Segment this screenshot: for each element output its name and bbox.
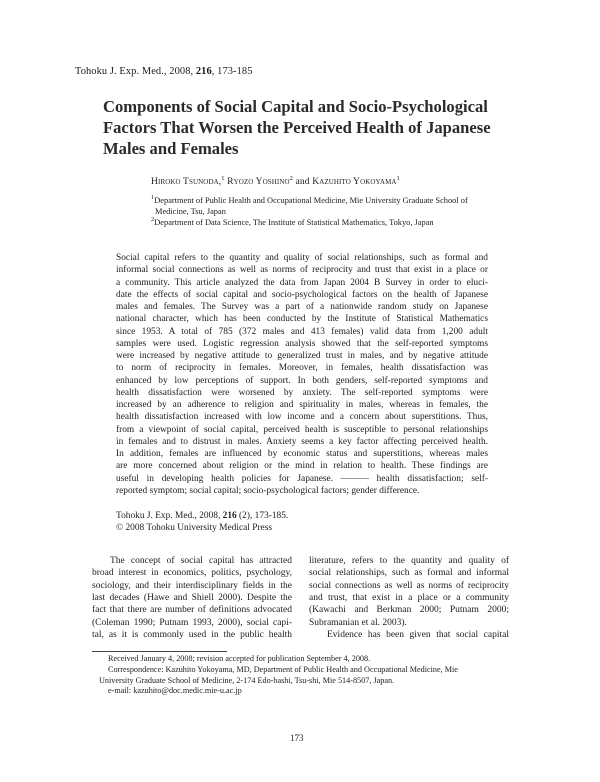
- abstract-line: a community. This article analyzed the data from Japan 2004 B Survey in order to eluci-: [116, 277, 488, 288]
- abstract-line: Social capital refers to the quantity and quality of social relationships, such as formal and: [116, 253, 488, 263]
- body-line: The concept of social capital has attracted: [110, 556, 292, 566]
- body-line: social connections as well as norms of reciprocity: [309, 580, 509, 591]
- author-name: Hiroko Tsunoda,: [151, 176, 222, 187]
- citation-line: [116, 510, 288, 522]
- author-conjunction: and: [295, 176, 310, 187]
- affiliation-mark: 2: [151, 216, 155, 224]
- body-column-right: [309, 555, 509, 641]
- body-line: (Coleman 1990; Putnam 1993, 2000), social capi-: [92, 617, 292, 628]
- affiliation-mark: 1: [151, 194, 155, 201]
- running-head-volume: 216: [195, 66, 212, 77]
- abstract-line: informal social connections as well as norms of reciprocity and trust that exist in a place or: [116, 265, 488, 276]
- abstract-line: In addition, females are influenced by economic status and superstitions, whereas males: [116, 449, 488, 459]
- abstract-line: enhanced by low perceptions of support. In both genders, self-reported symptoms and: [116, 375, 488, 386]
- copyright-line: © 2008 Tohoku University Medical Press: [116, 523, 273, 534]
- running-head-journal: Tohoku J. Exp. Med., 2008,: [75, 66, 194, 77]
- body-line: Evidence has been given that social capital: [327, 630, 509, 641]
- affiliation-line: [151, 206, 468, 217]
- affiliation-text: Department of Data Science, The Institute of Statistical Mathematics, Tokyo, Japan: [154, 218, 434, 228]
- footnote-line: University Graduate School of Medicine, 2-174 Edo-bashi, Tsu-shi, Mie 514-8507, Japan.: [99, 675, 395, 685]
- abstract: [116, 252, 488, 497]
- abstract-line: males and females. The Survey was a part of a nationwide random study on Japanese: [116, 302, 488, 312]
- body-line: sociology, and their interdisciplinary fields in the: [92, 580, 292, 591]
- body-line: fact that there are number of definitions advocated: [92, 605, 292, 616]
- footnote: [99, 654, 458, 697]
- affiliation-text: Medicine, Tsu, Japan: [155, 207, 226, 217]
- abstract-line: since 1953. A total of 785 (372 males and 413 females) valid data from 1,200 adult: [116, 326, 488, 337]
- title-line: Males and Females: [103, 139, 239, 158]
- body-line: broad interest in economics, politics, psychology,: [92, 568, 292, 579]
- citation-block: [116, 510, 288, 535]
- abstract-line: were increased by negative attitude to generalized trust in males, and by negative attitude: [116, 351, 488, 361]
- body-line: and trust, that exist in a place or a community: [309, 593, 509, 604]
- author-affil-mark: 1: [221, 175, 225, 182]
- abstract-line: increased by an adherence to religion and spirituality in males, whereas in females, the: [116, 400, 488, 410]
- abstract-line: from a viewpoint of social capital, perceived health is susceptible to personal relationships: [116, 424, 488, 435]
- author-name: Kazuhito Yokoyama: [312, 176, 397, 187]
- footnote-line: Received January 4, 2008; revision accepted for publication September 4, 2008.: [108, 654, 371, 663]
- running-head-pages: , 173-185: [211, 66, 253, 77]
- abstract-line: health dissatisfaction were worsened by anxiety. The self-reported symptoms were: [116, 387, 488, 398]
- abstract-line: in females and to distrust in males. Anxiety seems a key factor affecting perceived health.: [116, 436, 488, 447]
- abstract-line: date the effects of social capital and socio-psychological factors on the health of Japanese: [116, 289, 488, 300]
- citation-volume: 216: [222, 511, 237, 521]
- author-affil-mark: 1: [396, 175, 400, 182]
- citation-pages: (2), 173-185.: [239, 511, 289, 521]
- abstract-line: health dissatisfaction increased with low income and a concern about superstitions. Thus,: [116, 412, 488, 423]
- abstract-line: useful in developing health policies for Japanese. ——— health dissatisfaction; self-: [116, 473, 488, 484]
- affiliation-line: [151, 217, 468, 228]
- title-line: Components of Social Capital and Socio-Psychological: [103, 97, 488, 116]
- footnote-line: e-mail: kazuhito@doc.medic.mie-u.ac.jp: [108, 686, 242, 696]
- author-name: Ryozo Yoshino: [227, 176, 290, 187]
- body-line: social relationships, such as formal and informal: [309, 568, 509, 579]
- affiliations: [151, 195, 468, 229]
- abstract-line: samples were used. Logistic regression analysis showed that the self-reported symptoms: [116, 338, 488, 349]
- author-affil-mark: 2: [289, 175, 294, 182]
- body-line: literature, refers to the quantity and quality of: [309, 556, 509, 566]
- body-column-left: [92, 555, 292, 641]
- body-line: last decades (Hawe and Shiell 2000). Despite the: [92, 593, 292, 604]
- citation-journal: Tohoku J. Exp. Med., 2008,: [116, 511, 221, 521]
- affiliation-line: [151, 195, 468, 206]
- abstract-line: reported symptom; social capital; socio-psychological factors; gender difference.: [116, 485, 420, 496]
- abstract-line: national character, which has been conducted by the Institute of Statistical Mathematics: [116, 314, 488, 325]
- author-list: [151, 176, 400, 187]
- body-line: tal, as it is commonly used in the public health: [92, 630, 292, 641]
- affiliation-text: Department of Public Health and Occupational Medicine, Mie University Graduate School of: [154, 196, 468, 205]
- title-line: Factors That Worsen the Perceived Health of Japanese: [103, 118, 491, 137]
- abstract-line: are more concerned about religion or the mind in relation to health. These findings are: [116, 461, 488, 472]
- footnote-line: Correspondence: Kazuhito Yokoyama, MD, Department of Public Health and Occupational Medicine, Mie: [108, 664, 458, 674]
- body-line: (Kawachi and Berkman 2000; Putnam 2000;: [309, 605, 509, 616]
- footnote-rule: [92, 651, 227, 652]
- running-head: [75, 66, 253, 77]
- page-number: 173: [290, 733, 304, 743]
- body-line: Subramanian et al. 2003).: [309, 617, 407, 628]
- abstract-line: to norm of reciprocity in females. Moreover, in females, health dissatisfaction was: [116, 363, 488, 374]
- article-title: [103, 96, 533, 159]
